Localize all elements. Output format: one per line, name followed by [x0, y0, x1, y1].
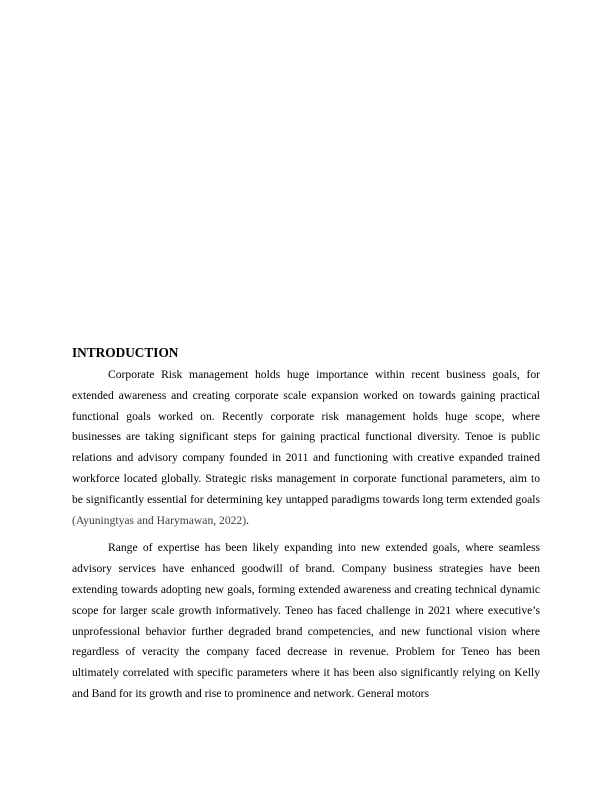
paragraph-2-text: Range of expertise has been likely expanding into new extended goals, where seamless advisory services have enhanced goodwill of brand. Company business strategies have been extending towards adopting new goals, forming extended awareness and creating technical dynamic scope for larger scale growth informatively. Teneo has faced challenge in 2021 where executive’s unprofessional behavior further degraded brand competencies, and new functional vision where regardless of veracity the company faced decrease in revenue. Problem for Teneo has been ultimately correlated with specific parameters where it has been also significantly relying on Kelly and Band for its growth and rise to prominence and network. General motors: [72, 541, 540, 700]
paragraph-1-end: .: [246, 513, 249, 527]
citation: (Ayuningtyas and Harymawan, 2022): [72, 513, 247, 527]
section-heading: INTRODUCTION: [72, 345, 179, 360]
paragraph-1-text: Corporate Risk management holds huge importance within recent business goals, for extended awareness and creating corporate scale expansion worked on towards gaining practical functional goals worked on. Recently corporate risk management holds huge scope, where businesses are taking significant steps for gaining practical functional diversity. Tenoe is public relations and advisory company founded in 2011 and functioning with creative expanded trained workforce located globally. Strategic risks management in corporate functional parameters, aim to be significantly essential for determining key untapped paradigms towards long term extended goals: [72, 368, 540, 506]
introduction-paragraph-2: [72, 538, 540, 704]
page-content: [72, 344, 540, 705]
introduction-paragraph-1: [72, 365, 540, 531]
